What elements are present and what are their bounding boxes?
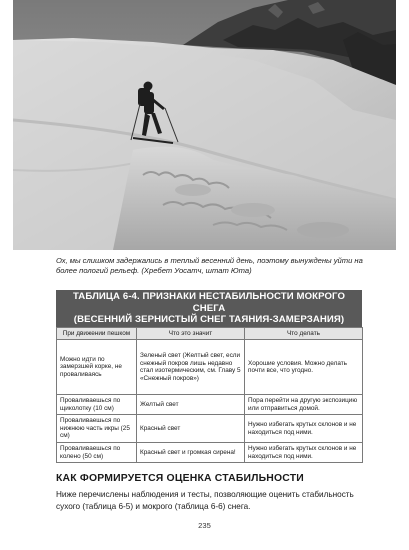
- table-title: [56, 290, 362, 327]
- cell-walking: Можно идти по замерзшей корке, не проваливаясь: [57, 340, 137, 395]
- cell-meaning: Красный свет и громкая сирена!: [137, 443, 245, 463]
- cell-action: Хорошие условия. Можно делать почти все, что угодно.: [245, 340, 363, 395]
- table-title-line1: ТАБЛИЦА 6-4. ПРИЗНАКИ НЕСТАБИЛЬНОСТИ МОКРОГО СНЕГА: [72, 291, 346, 314]
- cell-meaning: Зеленый свет (Желтый свет, если снежный покров лишь недавно стал изотермическим, см. Главу 5 «Снежный покров»): [137, 340, 245, 395]
- section-heading: КАК ФОРМИРУЕТСЯ ОЦЕНКА СТАБИЛЬНОСТИ: [56, 473, 304, 484]
- cell-action: Нужно избегать крутых склонов и не находиться под ними.: [245, 415, 363, 443]
- cell-walking: Проваливаешься по нижнюю часть икры (25 см): [57, 415, 137, 443]
- table-row: [57, 395, 363, 415]
- section-body: Ниже перечислены наблюдения и тесты, позволяющие оценить стабильность сухого (таблица 6-5) и мокрого (таблица 6-6) снега.: [56, 490, 354, 512]
- stability-table: [56, 327, 363, 464]
- cell-meaning: Желтый свет: [137, 395, 245, 415]
- photo-caption: Ох, мы слишком задержались в теплый весенний день, поэтому вынуждены уйти на более пологий рельеф. (Хребет Уосатч, штат Юта): [56, 256, 363, 275]
- header-action: Что делать: [245, 327, 363, 340]
- page-number: 235: [198, 521, 211, 530]
- table-row: [57, 443, 363, 463]
- table-row: [57, 415, 363, 443]
- cell-action: Нужно избегать крутых склонов и не находиться под ними.: [245, 443, 363, 463]
- cell-meaning: Красный свет: [137, 415, 245, 443]
- cell-walking: Проваливаешься по колено (50 см): [57, 443, 137, 463]
- skier-photo: [13, 0, 396, 250]
- header-walking: При движении пешком: [57, 327, 137, 340]
- cell-walking: Проваливаешься по щиколотку (10 см): [57, 395, 137, 415]
- table-header-row: [57, 327, 363, 340]
- header-meaning: Что это значит: [137, 327, 245, 340]
- table-row: [57, 340, 363, 395]
- cell-action: Пора перейти на другую экспозицию или отправиться домой.: [245, 395, 363, 415]
- table-title-line2: (ВЕСЕННИЙ ЗЕРНИСТЫЙ СНЕГ ТАЯНИЯ-ЗАМЕРЗАНИЯ): [73, 314, 345, 325]
- table-6-4: [56, 290, 362, 463]
